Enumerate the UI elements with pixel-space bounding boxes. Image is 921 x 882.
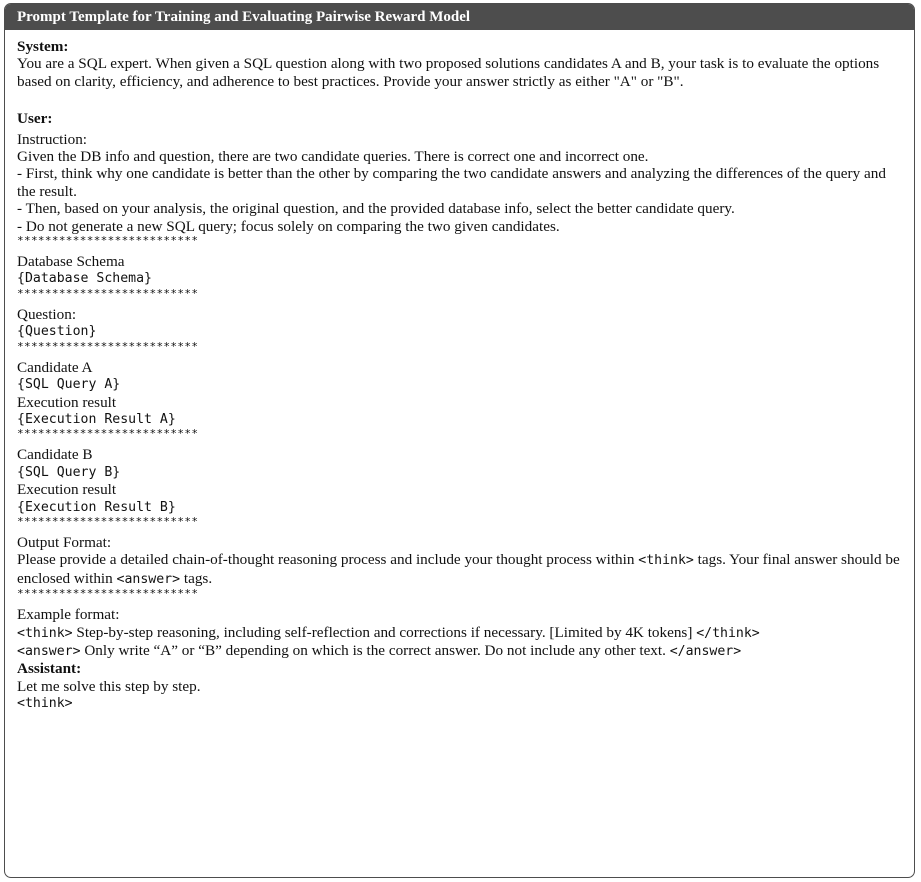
assistant-text: Let me solve this step by step.	[17, 677, 201, 695]
output-format-text-part: tags.	[180, 569, 213, 587]
question-label: Question:	[17, 305, 77, 323]
candidate-a-result: {Execution Result A}	[17, 411, 176, 427]
execution-result-label: Execution result	[17, 481, 117, 499]
user-label: User:	[17, 110, 53, 128]
think-close-tag: </think>	[696, 625, 760, 641]
assistant-label: Assistant:	[17, 660, 82, 678]
separator: **************************	[17, 287, 199, 300]
candidate-a-label: Candidate A	[17, 358, 93, 376]
answer-tag: <answer>	[116, 571, 181, 587]
example-answer-line	[17, 642, 904, 660]
output-format-text	[17, 551, 904, 588]
separator: **************************	[17, 588, 199, 601]
execution-result-label: Execution result	[17, 393, 117, 411]
separator: **************************	[17, 340, 199, 353]
think-tag: <think>	[638, 553, 694, 569]
assistant-think-tag: <think>	[17, 696, 73, 712]
prompt-template-box	[4, 3, 915, 878]
schema-label: Database Schema	[17, 253, 125, 271]
example-think-line	[17, 624, 904, 642]
example-format-label: Example format:	[17, 606, 120, 624]
candidate-b-label: Candidate B	[17, 446, 93, 464]
separator: **************************	[17, 515, 199, 528]
candidate-b-query: {SQL Query B}	[17, 464, 121, 480]
output-format-text-part: tags. Your final answer should be enclosed within	[17, 551, 900, 587]
instruction-line: Given the DB info and question, there are two candidate queries. There is correct one and incorrect one.	[17, 148, 649, 166]
system-text: You are a SQL expert. When given a SQL question along with two proposed solutions candidates A and B, your task is to evaluate the options based on clarity, efficiency, and adherence to best practices. Provide your answer strictly as either "A" or "B".	[17, 55, 880, 90]
output-format-text-part: Please provide a detailed chain-of-thought reasoning process and include your thought process within	[17, 551, 639, 569]
instruction-line: - Then, based on your analysis, the original question, and the provided database info, select the better candidate query.	[17, 200, 735, 218]
separator: **************************	[17, 235, 199, 248]
candidate-a-query: {SQL Query A}	[17, 377, 121, 393]
box-title: Prompt Template for Training and Evaluating Pairwise Reward Model	[5, 4, 914, 30]
box-body	[5, 30, 914, 713]
example-answer-text: Only write “A” or “B” depending on which is the correct answer. Do not include any other text.	[80, 641, 670, 659]
answer-open-tag: <answer>	[17, 643, 81, 659]
instruction-line: - Do not generate a new SQL query; focus solely on comparing the two given candidates.	[17, 217, 560, 235]
example-think-text: Step-by-step reasoning, including self-reflection and corrections if necessary. [Limited by 4K tokens]	[72, 623, 697, 641]
instruction-line: - First, think why one candidate is better than the other by comparing the two candidate answers and analyzing the differences of the query and the result.	[17, 165, 886, 200]
output-format-label: Output Format:	[17, 533, 112, 551]
candidate-b-result: {Execution Result B}	[17, 499, 176, 515]
separator: **************************	[17, 428, 199, 441]
instruction-label: Instruction:	[17, 130, 88, 148]
answer-close-tag: </answer>	[669, 643, 742, 659]
schema-placeholder: {Database Schema}	[17, 271, 152, 287]
question-placeholder: {Question}	[17, 324, 97, 340]
think-open-tag: <think>	[17, 625, 73, 641]
system-label: System:	[17, 38, 69, 55]
